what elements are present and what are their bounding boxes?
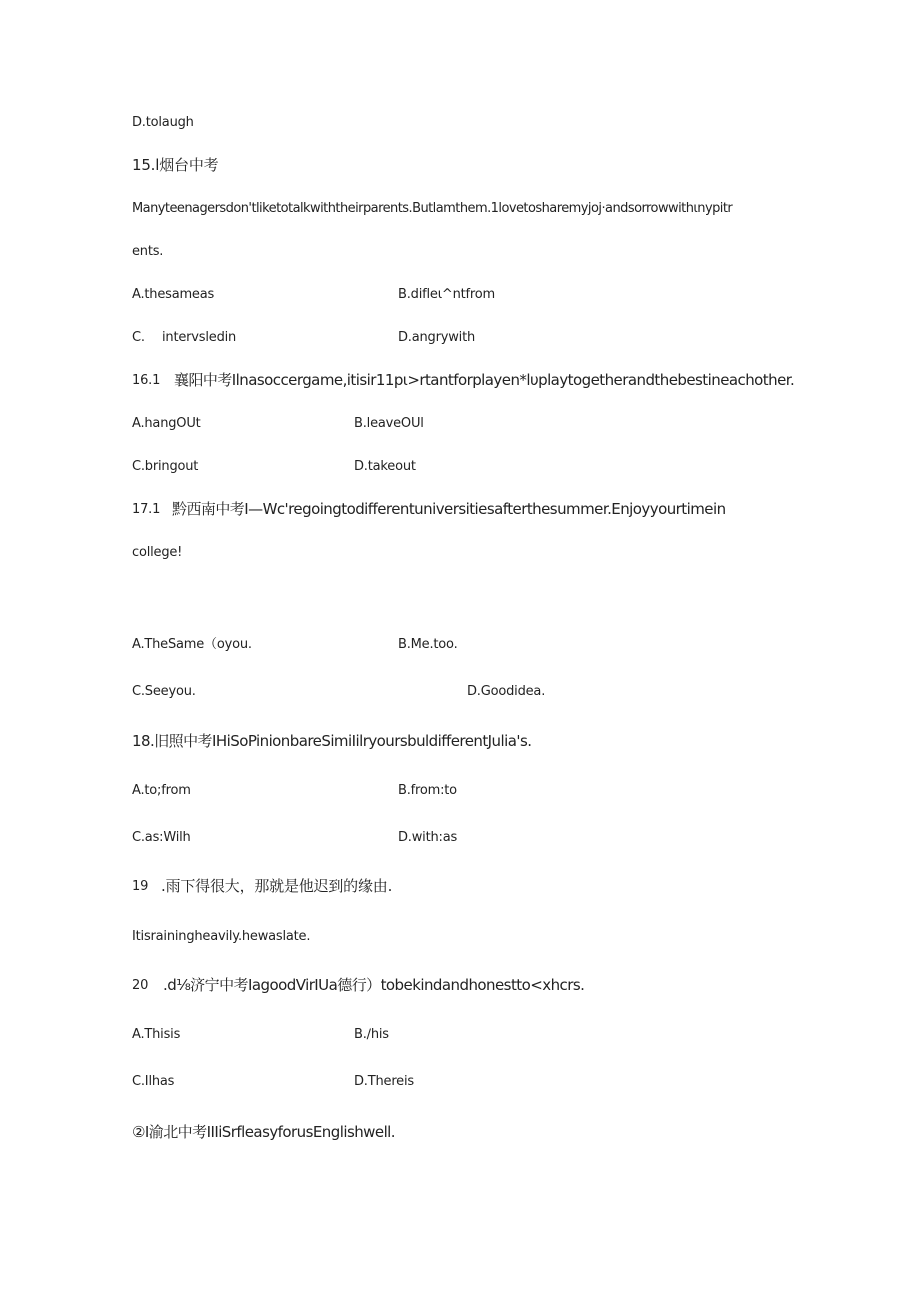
question-16-option-d: D.takeout [354, 459, 416, 474]
question-17-option-a: A.TheSame（oyou. [132, 637, 252, 652]
question-20-option-b: B.∕his [354, 1027, 389, 1042]
question-19-text: Itisrainingheavily.hewaslate. [132, 929, 311, 944]
question-16-text: 襄阳中考Ilnasoccergame,itisir11pι>rtantforplayen*lυplaytogetherandthebestineachother. [174, 371, 795, 389]
question-17-option-d: D.Goodidea. [467, 684, 546, 699]
question-15-option-c-letter: C. [132, 330, 145, 345]
question-18-option-b: B.from:to [398, 783, 457, 798]
question-15-option-a: A.thesameas [132, 287, 215, 302]
question-17-text: 黔西南中考I—Wc'regoingtodifferentuniversitiesafterthesummer.Enjoyyourtimein [172, 500, 726, 518]
question-15-text: Manyteenagersdon'tliketotalkwiththeirparents.Butlamthem.1lovetosharemyjoj·andsorrowwithιnypitr [132, 201, 733, 216]
question-17-option-c: C.Seeyou. [132, 684, 196, 699]
option-d-prev: D.tolaugh [132, 115, 194, 130]
question-20-option-c: C.Ilhas [132, 1074, 175, 1089]
question-15-option-c: intervsledin [162, 330, 237, 345]
question-16-number: 16.1 [132, 373, 161, 388]
question-20-text: .d⅛济宁中考IagoodVirIUa德行）tobekindandhonestto<xhcrs. [163, 976, 585, 994]
question-17-option-b: B.Me.too. [398, 637, 458, 652]
question-18-text: 18.旧照中考IHiSoPinionbareSimiIilryoursbuldifferentJulia's. [132, 732, 532, 750]
question-18-option-a: A.to;from [132, 783, 191, 798]
question-20-option-a: A.Thisis [132, 1027, 181, 1042]
question-19-prompt: .雨下得很大，那就是他迟到的缘由. [161, 877, 393, 895]
question-19-number: 19 [132, 879, 149, 894]
question-18-option-c: C.as:Wilh [132, 830, 191, 845]
question-20-option-d: D.Thereis [354, 1074, 414, 1089]
question-16-option-a: A.hangOUt [132, 416, 201, 431]
question-15-option-d: D.angrywith [398, 330, 476, 345]
question-17-text-cont: college! [132, 545, 183, 560]
question-17-number: 17.1 [132, 502, 161, 517]
question-15-header: 15.l烟台中考 [132, 156, 219, 174]
question-15-option-b: B.difleι^ntfrom [398, 287, 495, 302]
question-20-number: 20 [132, 978, 149, 993]
question-15-text-cont: ents. [132, 244, 164, 259]
question-21-text: ②I渝北中考IIIiSrfleasyforusEnglishwell. [132, 1123, 396, 1141]
question-16-option-c: C.bringout [132, 459, 199, 474]
question-18-option-d: D.with:as [398, 830, 458, 845]
question-16-option-b: B.leaveOUl [354, 416, 424, 431]
